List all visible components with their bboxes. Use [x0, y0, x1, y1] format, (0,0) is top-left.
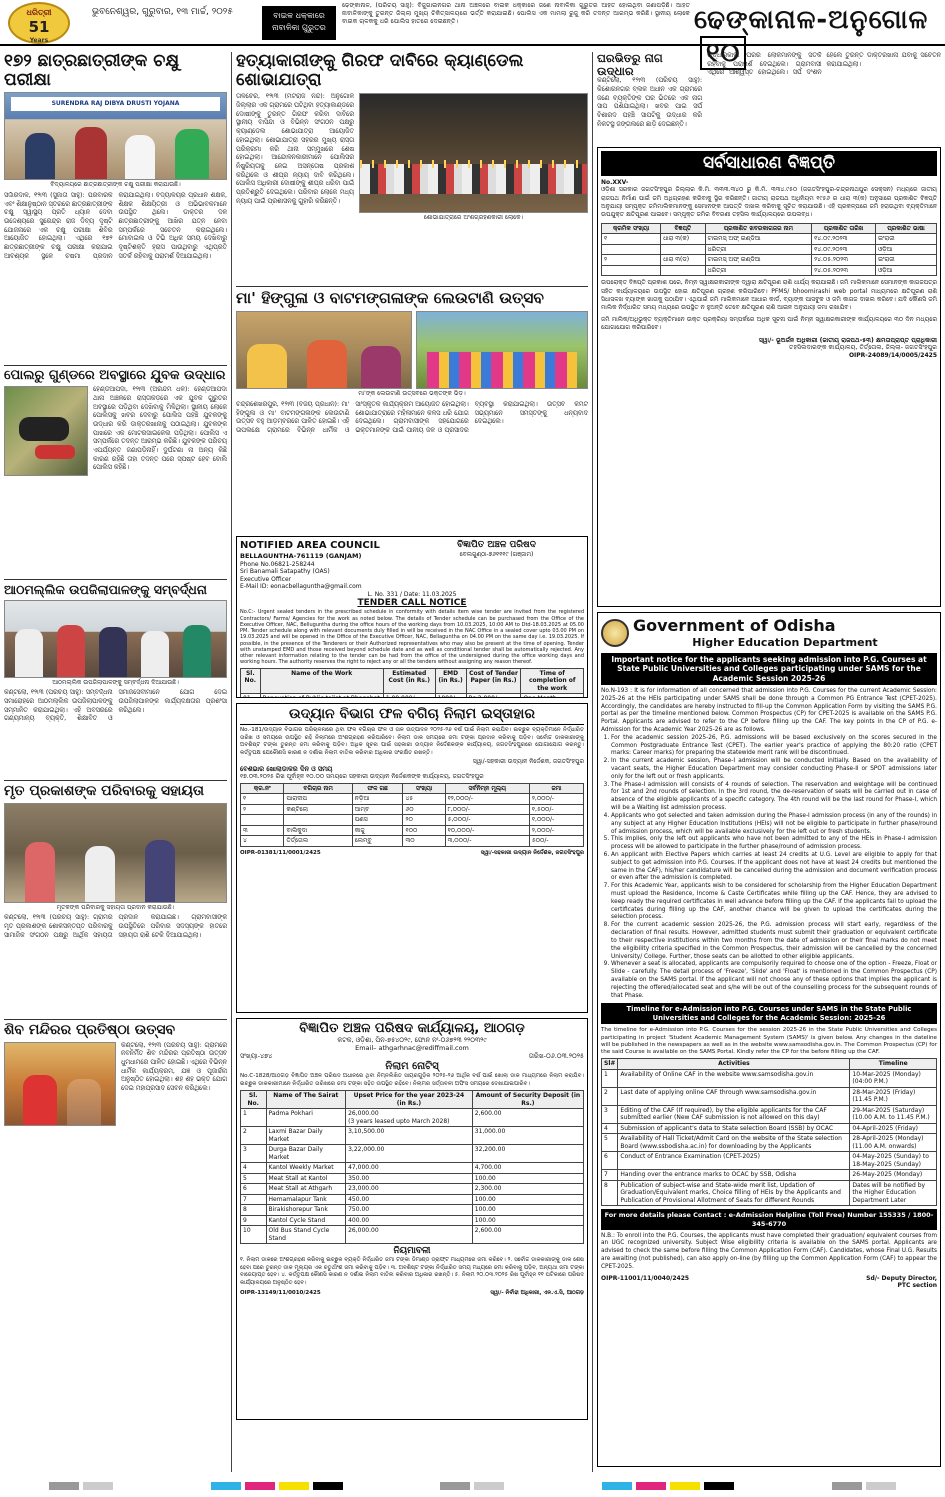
sairat-cell: 450.00: [346, 1194, 473, 1205]
horticulture-cell: ବାଲିକୁଦା: [284, 825, 352, 836]
land-cell: ଓଡ଼ିଆ: [875, 244, 936, 255]
tender-col-5: Time of completion of the work: [521, 668, 584, 694]
timeline-cell: Dates will be notified by the Higher Education Department Later: [850, 1180, 937, 1206]
table-row: [602, 234, 937, 245]
land-cell: ଧରିତ୍ରୀ: [705, 244, 812, 255]
horticulture-sign-1: ସ୍ୱା/-ସହକାରୀ ଉଦ୍ୟାନ ନିର୍ଦ୍ଦେଶକ, ଜଗତସିଂହପୁର: [472, 757, 584, 765]
sairat-cell: 31,000.00: [472, 1127, 583, 1145]
horticulture-table: [240, 783, 584, 847]
top-teaser: ବାଇକ ଧକ୍କାରେ ନାବାଳିକା ଗୁରୁତର: [262, 6, 336, 40]
timeline-col-0: Sl#: [602, 1059, 618, 1070]
table-row: [602, 1170, 937, 1181]
timeline-table: [601, 1058, 937, 1206]
snake-rescue-story-1: କଣ୍ଟିଲୋ, ୧୨ା୩ (ପରିଚୟ ସାହୁ): କିଶୋରନଗର ବ୍ଲକ ଅଧୀନ ଏକ ଗ୍ରାମରେ ଜଣେ ବ୍ୟକ୍ତିଙ୍କ ଘର ଭିତରେ ଏକ ନାଗ ସାପ ପଶିଯାଇଥିଲା। ଖବର ପାଇ ସର୍ପ ବିଶାରଦ ପହଞ୍ଚି ସାପଟିକୁ ଉଦ୍ଧାର କରି ନିକଟସ୍ଥ ଜଙ୍ଗଲରେ ଛାଡ଼ି ଦେଇଛନ୍ତି।: [597, 77, 703, 128]
top-news-brief: ଢେଙ୍କାନାଳ, (ପରିଚୟ ସାହୁ): ବିଜୁଗାଇନଗର ଥାନା ଅଞ୍ଚଳରେ ବାଇକ ଧକ୍କାରେ ଜଣେ ନାବାଳିକା ଗୁରୁତର ଆହତ ହୋଇଥିବା ଜଣାପଡ଼ିଛି। ଆହତ ନାବାଳିକାଙ୍କୁ ତୁରନ୍ତ ଜିଲ୍ଲା ମୁଖ୍ୟ ଚିକିତ୍ସାଳୟରେ ଭର୍ତ୍ତି କରାଯାଇଛି। ପୋଲିସ ଏକ ମାମଲା ରୁଜୁ କରି ତଦନ୍ତ ଆରମ୍ଭ କରିଛି। ସ୍ଥାନୀୟ ଲୋକେ ବାଇକ ଚାଳକକୁ ଧରି ପୋଲିସ ହାତରେ ଦେଇଛନ୍ତି।: [342, 2, 690, 26]
middle-column: [236, 52, 588, 1472]
table-row: [241, 836, 584, 847]
nac-odia-title: ବିଜ୍ଞାପିତ ଅଞ୍ଚଳ ପରିଷଦ: [457, 539, 536, 550]
page-number: ୧୦: [700, 36, 746, 70]
horticulture-cell: ତିର୍ତ୍ତୋଲ: [284, 836, 352, 847]
tender-call-title: TENDER CALL NOTICE: [357, 598, 467, 609]
tender-cell: [466, 694, 521, 698]
timeline-cell: Handing over the entrance marks to OCAC by SSB, Odisha: [618, 1170, 850, 1181]
horticulture-cell: ୬୦: [403, 804, 445, 815]
festival-photo-1: [236, 311, 412, 389]
admission-point: 2. In the current academic session, Phase-I admission will be conducted initially. Based on the availability of vacant seats, the Higher Education Department may consider conducting Phase-II or SPOT admissions later only for the left out or fresh applicants.: [611, 758, 937, 781]
horticulture-cell: [241, 815, 284, 826]
higher-education-notice: [597, 612, 941, 1467]
left-column: [4, 52, 232, 1472]
timeline-cell: Availability of Online CAF in the website www.samsodisha.gov.in: [618, 1069, 850, 1087]
horticulture-auction-notice: [236, 703, 588, 1013]
timeline-cell: 1: [602, 1069, 618, 1087]
headline-candle-march: ହତ୍ୟାକାରୀଙ୍କୁ ଗିରଫ ଦାବିରେ କ୍ୟାଣ୍ଡେଲ ଶୋଭାଯାତ୍ରା: [236, 52, 524, 90]
timeline-cell: 3: [602, 1105, 618, 1123]
horticulture-cell: ୪: [241, 836, 284, 847]
land-notice-no: No.XXV-: [601, 178, 629, 186]
sairat-col-3: Amount of Security Deposit (in Rs.): [472, 1091, 583, 1109]
admission-points: [601, 735, 937, 1001]
tender-col-3: EMD (in Rs.): [435, 668, 466, 694]
timeline-cell: 28-Mar-2025 (Friday) (11.45 P.M.): [850, 1087, 937, 1105]
headline-family-aid: ମୃତ ପ୍ରକାଶଙ୍କ ପରିବାରକୁ ସହାୟତା: [4, 783, 204, 800]
nac-place: BELLAGUNTHA-761119 (GANJAM): [240, 552, 362, 561]
land-cell: ଧାରା ୩(କ): [661, 234, 705, 245]
tender-col-1: Name of the Work: [260, 668, 383, 694]
sairat-cell: 750.00: [346, 1205, 473, 1216]
athgarh-body: No.C-1828/ଆଠଗଡ଼ ବିଜ୍ଞାପିତ ଅଞ୍ଚଳ ପରିଷଦ ଅଧୀନରେ ଥିବା ନିମ୍ନଲିଖିତ ସାୟରଗୁଡ଼ିକ ୨୦୨୫-୨୬ ଆର୍ଥିକ ବର୍ଷ ପାଇଁ ଖୋଲା ଡାକ ମାଧ୍ୟମରେ ନିଲାମ କରାଯିବ। ଇଚ୍ଛୁକ ଡାକକାରୀମାନେ ନିର୍ଦ୍ଧାରିତ ତାରିଖରେ ଜମା ଟଙ୍କା ସହିତ ଉପସ୍ଥିତ ରହିବେ। ନିଲାମର ସର୍ତ୍ତାବଳୀ ଅଫିସ ସମୟରେ ଦେଖାଯାଇପାରିବ।: [240, 1073, 584, 1087]
sairat-cell: 10: [241, 1226, 267, 1244]
athgarh-number: ସଂଖ୍ୟା-୪୭୪: [240, 1052, 273, 1061]
table-row: [602, 1105, 937, 1123]
headline-youth-rescue: ପୋଲରୁ ଗୁଣ୍ଡରେ ଅବସ୍ଥାରେ ଯୁବକ ଉଦ୍ଧାର: [4, 367, 226, 383]
sairat-cell: 4: [241, 1163, 267, 1174]
headline-felicitation: ଆଠମଲ୍ଲିକ ଉପଜିଲାପାଳଙ୍କୁ ସମ୍ବର୍ଦ୍ଧନା: [4, 582, 207, 598]
nb-note: N.B.: To enroll into the P.G. Courses, the applicants must have completed their graduation/ equivalent courses from an UGC recognized university. Subject Wise eligibility criteria is available on the SAMS portal. Applicants are advised to check the same before filling the Common Application Form (CAF). Candidates, whose Final U.G. Results are awaiting (not published), can also apply on-line (by filling up the Common Application Form (CAF) to appear the CPET-2025.: [601, 1232, 937, 1270]
sairat-cell: 3,10,500.00: [346, 1127, 473, 1145]
sairat-cell: Hemamalapur Tank: [266, 1194, 346, 1205]
sairat-cell: 2: [241, 1127, 267, 1145]
land-col-4: ପ୍ରକାଶିତ ଭାଷା: [875, 223, 936, 234]
admission-point: 7. For this Academic Year, applicants wish to be considered for scholarship from the Higher Education Department must upload the Residence, Income & Caste Certificates while filling up the CAF. Hence, they are advised to keep ready the required certificates in well advance before filling up the CAF. If the applicants fail to upload the certificates during filling up the CAF, another chance will be given to upload the certificates during the selection process.: [611, 883, 937, 922]
sairat-cell: 5: [241, 1173, 267, 1184]
land-cell: ୧୪.୦୯.୨୦୨୩: [812, 244, 876, 255]
gov-odisha-title: Government of Odisha: [633, 616, 836, 635]
tender-cell: [435, 694, 466, 698]
auction-schedule-line: ୧୭.୦୩.୨୦୨୫ ରିଖ ପୂର୍ବାହ୍ନ ୧୦.୦୦ ସମୟରେ ସହକାରୀ ଉଦ୍ୟାନ ନିର୍ଦ୍ଦେଶକଙ୍କ କାର୍ଯ୍ୟାଳୟ, ଜଗତସିଂହପୁର: [240, 773, 484, 781]
tender-cell: [521, 694, 584, 698]
land-notice-table: [601, 223, 937, 277]
horticulture-cell: ୧୨,୦୦୦/-: [445, 794, 529, 805]
sairat-cell: 8: [241, 1205, 267, 1216]
nac-title: NOTIFIED AREA COUNCIL: [240, 539, 380, 551]
horticulture-cell: ଆମ୍ବ: [352, 804, 403, 815]
candle-march-caption: ଶୋଭାଯାତ୍ରାରେ ଅଂଶଗ୍ରହଣକାରୀ ଲୋକେ।: [423, 214, 524, 222]
timeline-cell: 5: [602, 1134, 618, 1152]
timeline-cell: 04-April-2025 (Friday): [850, 1123, 937, 1134]
sairat-cell: 9: [241, 1215, 267, 1226]
table-row: [602, 1134, 937, 1152]
timeline-title: Timeline for e-Admission into P.G. Courses under SAMS in the State Public Universities and Colleges for the Academic Session: 2025-26: [601, 1003, 937, 1024]
timeline-cell: 7: [602, 1170, 618, 1181]
athgarh-notice-title: ନିଲାମ ନୋଟିସ୍: [385, 1060, 439, 1072]
tender-cell: [241, 694, 261, 698]
sairat-cell: 100.00: [472, 1205, 583, 1216]
sairat-cell: Meat Stall at Athgarh: [266, 1184, 346, 1195]
land-cell: ଇଂରାଜୀ: [875, 255, 936, 266]
horticulture-cell: ୨,୦୦୦/-: [529, 825, 583, 836]
table-row: [241, 1205, 584, 1216]
photo-banner: SURENDRA RAJ DIBYA DRUSTI YOJANA: [11, 97, 220, 111]
timeline-cell: 10-Mar-2025 (Monday) (04:00 P.M.): [850, 1069, 937, 1087]
land-cell: [602, 265, 661, 276]
sairat-cell: 23,000.00: [346, 1184, 473, 1195]
tender-col-0: Sl. No.: [241, 668, 261, 694]
family-aid-photo: [4, 803, 227, 903]
horticulture-cell: [284, 815, 352, 826]
nac-email: E-Mail ID: eonacbellaguntha@gmail.com: [240, 583, 362, 591]
sairat-cell: 400.00: [346, 1215, 473, 1226]
land-cell: ଟାଇମସ୍ ଅଫ୍ ଇଣ୍ଡିଆ: [705, 234, 812, 245]
tender-notice-bellaguntha: [236, 536, 588, 698]
temple-photo: [4, 1042, 116, 1126]
eye-test-caption: ବିଦ୍ୟାଳୟରେ ଛାତ୍ରଛାତ୍ରୀଙ୍କ ଚକ୍ଷୁ ପରୀକ୍ଷା କରାଯାଉଛି।: [50, 181, 181, 189]
tender-col-2: Estimated Cost (in Rs.): [383, 668, 435, 694]
sairat-cell: 7: [241, 1194, 267, 1205]
logo-years: 51: [28, 18, 50, 36]
headline-festival: ମା' ହିଙ୍ଗୁଳା ଓ ବାଟମଙ୍ଗଳାଙ୍କ ଲେଉଟାଣି ଉତ୍ସବ: [236, 289, 544, 308]
tender-cell: [383, 694, 435, 698]
tender-body: No.C:- Urgent sealed tenders in the prescribed schedule in conformity with details item wise tender are invited from the registered Contractors/ Farms/ Agencies for the work as noted below. The details of Tender schedule can be purchased from the Office of the Executive Officer, NAC, Belluguntha during the office hours of the working days from 10.03.2025, 10:00 AM to Dtd-18.03.2025 at 05.00 PM. Tender schedule along with relevant documents duly filled in will be received in the NAC Office in a sealed cover upto 03.00 PM on 19.03.2025 and will be opened in the Office of the Executive Officer, NAC, Bellaguntha on 04.00 PM on the same day i.e. 19.03.2025. If possible, in the presence of the Tenderers or their Authorized representatives who may also be present at the time of opening. Tender with unstamped EMD and those received beyond schedule date and as well as conditional tender shall be automatically rejected. Any other relevant information relating to the tender can be had from the office of the undersigned during the office working days and working hours. The authority reserves the right to reject any or all the tenders without assigning any reason thereof.: [240, 609, 584, 666]
tender-cell: [260, 694, 383, 698]
horticulture-col-5: ଜମା: [529, 783, 583, 794]
sairat-cell: 2,600.00: [472, 1226, 583, 1244]
admission-intro: No.N-193 : It is for information of all concerned that admission into P.G. Courses for the current Academic Session: 2025-26 at the HEIs participating under SAMS shall be done through a Common PG Entrance Test (CPET-2025). Accordingly, the candidates are hereby instructed to fill-up the Common Application Form by visiting the SAMS P.G. portal as per the timeline mentioned below. Common Prospectus (CP) for CPET-2025 is available on the SAMS P.G. Portal. Applicants are advised to refer to the CP before filling up the CAF. The key points in the CP of P.G. e-Admission for the Academic Year 2025-26 are as follows.: [601, 687, 937, 733]
sairat-cell: Kantol Cycle Stand: [266, 1215, 346, 1226]
horticulture-cell: ୩: [241, 825, 284, 836]
timeline-cell: 6: [602, 1152, 618, 1170]
right-column: [592, 52, 941, 1472]
horticulture-cell: ୩,୦୦୦/-: [445, 836, 529, 847]
eye-test-photo: [4, 92, 227, 180]
admission-point: 1. For the academic session 2025-26, P.G. admissions will be based exclusively on the scores secured in the Common Postgraduate Entrance Test (CPET). The earlier year's practice of applying the 80:20 ratio (CPET marks: Career marks) for preparing the statewide merit rank will be discontinued.: [611, 735, 937, 758]
horticulture-col-0: କ୍ର.ନଂ: [241, 783, 284, 794]
horticulture-body: No.-181/ଉଦ୍ୟାନ ବିଭାଗର ପରିଚାଳନାରେ ଥିବା ଫଳ ବଗିଚାର ଫଳ ଓ ତାଳ ଉତ୍ପାଦନ ୨୦୨୫-୨୬ ବର୍ଷ ପାଇଁ ନିଲାମ କରାଯିବ। ଇଚ୍ଛୁକ ବ୍ୟକ୍ତିମାନେ ନିର୍ଦ୍ଧାରିତ ତାରିଖ ଓ ସମୟରେ ଉପସ୍ଥିତ ରହି ନିଲାମରେ ଅଂଶଗ୍ରହଣ କରିପାରିବେ। ନିଲାମ ଡାକ ସମୟରେ ଜମା ଟଙ୍କା ପ୍ରଦାନ କରିବାକୁ ପଡ଼ିବ। ସର୍ବୋଚ୍ଚ ଡାକକାରୀଙ୍କୁ ଅବଶିଷ୍ଟ ଟଙ୍କା ତୁରନ୍ତ ଜମା କରିବାକୁ ପଡ଼ିବ। ଅଧିକ ସୂଚନା ପାଇଁ ସହକାରୀ ଉଦ୍ୟାନ ନିର୍ଦ୍ଦେଶକଙ୍କ କାର୍ଯ୍ୟାଳୟ, ଜଗତସିଂହପୁରରେ ଯୋଗାଯୋଗ କରନ୍ତୁ। କର୍ତ୍ତୃପକ୍ଷ ଯେକୌଣସି କାରଣ ନ ଦର୍ଶାଇ ନିଲାମ ବାତିଲ କରିବାର ଅଧିକାର ସଂରକ୍ଷିତ ରଖନ୍ତି।: [240, 727, 584, 756]
felicitation-photo: [4, 600, 227, 678]
festival-photo-2: [416, 311, 588, 389]
sairat-cell: Kantol Weekly Market: [266, 1163, 346, 1174]
tender-table: [240, 668, 584, 698]
land-col-2: ପ୍ରକାଶିତ ଖବରକାଗଜର ନାମ: [705, 223, 812, 234]
eye-test-story: ସର୍ଦ୍ଦାରଦାଳ, ୧୨ା୩ (ସୁଜାତା ସାହୁ): ପରିବାରିକ ଏବଂ ଶିକ୍ଷାନୁଷ୍ଠାନ ସ୍ତରରେ ଛାତ୍ରଛାତ୍ରୀଙ୍କ ଚକ୍ଷୁ ସ୍ୱାସ୍ଥ୍ୟ ପ୍ରତି ଧ୍ୟାନ ଦେବା ଉଦ୍ଦେଶ୍ୟରେ ସୁରେନ୍ଦ୍ର ରାଜ ଦିବ୍ୟ ଦୃଷ୍ଟି ଯୋଜନାରେ ଏକ ଚକ୍ଷୁ ପରୀକ୍ଷା ଶିବିର ଆୟୋଜିତ ହୋଇଥିଲା। ଏଥିରେ ୧୭୨ ଛାତ୍ରଛାତ୍ରୀଙ୍କ ଚକ୍ଷୁ ପରୀକ୍ଷା କରାଯାଇ ଆବଶ୍ୟକ ସ୍ଥଳେ ଚଷମା ପ୍ରଦାନ କରାଯାଇଥିଲା। ବିଦ୍ୟାଳୟର ପ୍ରଧାନ ଶିକ୍ଷକ, ଶିକ୍ଷକ ଶିକ୍ଷୟିତ୍ରୀ ଓ ଅଭିଭାବକମାନେ ଉପସ୍ଥିତ ଥିଲେ। ଡାକ୍ତର ଦଳ ଛାତ୍ରଛାତ୍ରୀଙ୍କୁ ଆଖିର ଯତ୍ନ ନେବା ସମ୍ପର୍କରେ ସଚେତନ କରାଇଥିଲେ। ମୋବାଇଲ ଓ ଟିଭି ଅଧିକ ସମୟ ଦେଖିବାରୁ ଦୃଷ୍ଟିଶକ୍ତି ହ୍ରାସ ପାଉଥିବାରୁ ଏଥିପ୍ରତି ସତର୍କ ରହିବାକୁ ପରାମର୍ଶ ଦିଆଯାଇଥିଲା।: [4, 191, 227, 260]
horticulture-cell: ପଣସ: [352, 815, 403, 826]
sairat-cell: 3: [241, 1145, 267, 1163]
horticulture-sign-2: ସ୍ୱା/-ସହକାରୀ ଉଦ୍ୟାନ ନିର୍ଦ୍ଦେଶକ, ଜଗତସିଂହପୁର: [480, 849, 584, 856]
athgarh-signature: ସ୍ୱା/- ନିର୍ବାହୀ ଅଧିକାରୀ, ଏନ.ଏ.ସି, ଆଠଗଡ଼: [490, 1290, 584, 1297]
horticulture-cell: ୧: [241, 794, 284, 805]
timeline-cell: Submission of applicant's data to State selection Board (SSB) by OCAC: [618, 1123, 850, 1134]
table-row: [602, 1069, 937, 1087]
sairat-cell: Durga Bazar Daily Market: [266, 1145, 346, 1163]
snake-rescue-story-2: ଉଦ୍ଧାରକାରୀ ଘରର ଲୋକମାନଙ୍କୁ ସତର୍କ ରହିବାକୁ ପରାମର୍ଶ ଦେଇଥିଲେ। ଗ୍ରାମବାସୀ ଏଥିରେ ଆଶ୍ୱସ୍ତ ହୋଇଥିଲେ। ସର୍ପ ଦଂଶନ ହେଲେ ତୁରନ୍ତ ଡାକ୍ତରଖାନା ଯିବାକୁ ସଚେତନ କରାଯାଇଥିଲା।: [707, 52, 941, 77]
horticulture-ref: OIPR-01381/11/0001/2425: [240, 849, 321, 856]
table-row: [241, 1184, 584, 1195]
timeline-cell: Publication of subject-wise and State-wide merit list, Updation of Graduation/Equivalent marks, Choice filling of HEIs by the Applicants and Publication of Provisional Allotment of Seats for different Rounds: [618, 1180, 850, 1206]
horticulture-cell: ୪୫: [403, 794, 445, 805]
land-notice-body-3: ଜମି ମାଲିକ/ଅଧିଭୁକ୍ତ ବ୍ୟକ୍ତିମାନେ ଉକ୍ତ ପ୍ରକ୍ରିୟା ସମ୍ପର୍କରେ ଅଧିକ ସୂଚନା ପାଇଁ ନିମ୍ନ ସ୍ୱାକ୍ଷରକାରୀଙ୍କ କାର୍ଯ୍ୟାଳୟରେ ୩୦ ଦିନ ମଧ୍ୟରେ ଯୋଗାଯୋଗ କରିପାରିବେ।: [601, 315, 937, 332]
sairat-cell: 47,000.00: [346, 1163, 473, 1174]
athgarh-address: କଟକ, ଓଡ଼ିଶା, ପିନ-୭୫୪୦୨୯, ଫୋନ ନଂ-୦୬୭୨୩ ୨୨୦୩୨୯: [337, 1036, 487, 1045]
hed-sign-2: PTC section: [897, 1282, 937, 1290]
horticulture-title: ଉଦ୍ୟାନ ବିଭାଗ ଫଳ ବଗିଚା ନିଲାମ ଇସ୍ତାହାର: [240, 707, 584, 725]
land-col-3: ପ୍ରକାଶିତ ତାରିଖ: [812, 223, 876, 234]
table-row: [241, 804, 584, 815]
land-cell: [661, 265, 705, 276]
accident-photo: [4, 386, 88, 476]
land-cell: ୧: [602, 234, 661, 245]
nac-letter-no: L. No. 331 / Date: 11.03.2025: [367, 590, 457, 598]
festival-caption: ମା'ଙ୍କ ଲେଉଟାଣି ଉତ୍ସବରେ ଭକ୍ତଙ୍କ ଭିଡ଼।: [358, 390, 466, 398]
sairat-cell: Padma Pokhari: [266, 1109, 346, 1127]
headline-eye-test: ୧୭୨ ଛାତ୍ରଛାତ୍ରୀଙ୍କ ଚକ୍ଷୁ ପରୀକ୍ଷା: [4, 52, 180, 90]
timeline-cell: Editing of the CAF (If required), by the eligible applicants for the CAF submitted earlier (New CAF submission is not allowed on this day): [618, 1105, 850, 1123]
land-cell: ୨୪.୦୫.୨୦୨୩: [812, 255, 876, 266]
land-cell: ଟାଇମସ୍ ଅଫ୍ ଇଣ୍ଡିଆ: [705, 255, 812, 266]
horticulture-cell: କାଜୁ: [352, 825, 403, 836]
timeline-cell: Last date of applying online CAF through www.samsodisha.gov.in: [618, 1087, 850, 1105]
nac-officer-role: Executive Officer: [240, 575, 292, 583]
table-row: [241, 1194, 584, 1205]
admission-point: 6. An applicant with Elective Papers which carries at least 24 credits at U.G. Level are eligible to apply for that subject to get admission into P.G. Courses. If the applicant does not have at least 24 credits but mentioned the same in the CAF), his/her candidature will be cancelled during the admission and document verification process or even after the admission is completed.: [611, 852, 937, 883]
land-col-1: ବିଜ୍ଞପ୍ତି: [661, 223, 705, 234]
admission-banner: Important notice for the applicants seeking admission into P.G. Courses at State Public Universities and Colleges participating under SAMS for the Academic Session 2025-26: [601, 653, 937, 685]
athgarh-rules: ୧. ନିଲାମ ଡାକରେ ଅଂଶଗ୍ରହଣ କରିବାକୁ ଇଚ୍ଛୁକ ବ୍ୟକ୍ତି ନିର୍ଦ୍ଧାରିତ ଜମା ଟଙ୍କା ଡିମାଣ୍ଡ ଡ୍ରାଫ୍ଟ ମାଧ୍ୟମରେ ଜମା କରିବେ। ୨. ସର୍ବୋଚ୍ଚ ଡାକକାରୀଙ୍କୁ ଡାକ ଶେଷ ହେବା ପରେ ତୁରନ୍ତ ଡାକ ମୂଲ୍ୟର ଏକ ଚତୁର୍ଥାଂଶ ଜମା କରିବାକୁ ପଡ଼ିବ। ୩. ଅବଶିଷ୍ଟ ଟଙ୍କା ନିର୍ଦ୍ଧାରିତ ସମୟ ମଧ୍ୟରେ ଜମା କରିବାକୁ ପଡ଼ିବ, ଅନ୍ୟଥା ଜମା ଟଙ୍କା ବାଜେୟାପ୍ତ ହେବ। ୪. କର୍ତ୍ତୃପକ୍ଷ କୌଣସି କାରଣ ନ ଦର୍ଶାଇ ନିଲାମ ବାତିଲ କରିବାର ଅଧିକାର ରଖନ୍ତି। ୫. ନିଲାମ ୨୦.୦୩.୨୦୨୫ ରିଖ ପୂର୍ବାହ୍ନ ୧୧ ଘଟିକାରେ ପରିଷଦ କାର୍ଯ୍ୟାଳୟରେ ଅନୁଷ୍ଠିତ ହେବ।: [240, 1257, 584, 1286]
land-notice-body-2: ଉପରୋକ୍ତ ବିଜ୍ଞପ୍ତି ପ୍ରକାଶ ପରେ, ନିମ୍ନ ସ୍ୱାକ୍ଷରକାରୀଙ୍କ ଦ୍ୱାରା କ୍ଷତିପୂରଣ ରାଶି ଧାର୍ଯ୍ୟ କରାଯାଇଛି। ଜମି ମାଲିକମାନେ ସେମାନଙ୍କ କାଗଜପତ୍ର ସହିତ କାର୍ଯ୍ୟାଳୟରେ ଉପସ୍ଥିତ ହୋଇ କ୍ଷତିପୂରଣ ଗ୍ରହଣ କରିପାରିବେ। PFMS/ bhoomirashi web portal ମାଧ୍ୟମରେ କ୍ଷତିପୂରଣ ରାଶି ସିଧାସଳଖ ବ୍ୟାଙ୍କ ଖାତାକୁ ପଠାଯିବ। ଏଥିପାଇଁ ଜମି ମାଲିକମାନେ ଆଧାର କାର୍ଡ, ବ୍ୟାଙ୍କ ପାସବୁକ ଓ ଜମି କାଗଜ ଦାଖଲ କରିବେ। ଯଦି କୌଣସି ଜମି ମାଲିକ ନିର୍ଦ୍ଧାରିତ ସମୟ ମଧ୍ୟରେ ଉପସ୍ଥିତ ନ ହୁଅନ୍ତି ତେବେ କ୍ଷତିପୂରଣ ରାଶି ଆଇନ ଅନୁଯାୟୀ ଜମା ରଖାଯିବ।: [601, 279, 937, 312]
athgarh-rules-title: ନିୟମାବଳୀ: [393, 1246, 431, 1257]
horticulture-cell: ୨: [241, 804, 284, 815]
felicitation-caption: ଆଠମଲ୍ଲିକ ଉପଜିଲାପାଳଙ୍କୁ ସମ୍ବର୍ଦ୍ଧନା ଦିଆଯାଉଛି।: [52, 678, 179, 686]
sairat-cell: 2,600.00: [472, 1109, 583, 1127]
sairat-cell: 26,000.00: [346, 1226, 473, 1244]
sairat-col-1: Name of The Sairat: [266, 1091, 346, 1109]
timeline-cell: 4: [602, 1123, 618, 1134]
hed-sign-1: Sd/- Deputy Director,: [866, 1274, 937, 1282]
timeline-col-1: Activities: [618, 1059, 850, 1070]
department-name: Higher Education Department: [692, 636, 878, 649]
table-row: [602, 265, 937, 276]
sairat-col-0: Sl. No.: [241, 1091, 267, 1109]
land-cell: ଓଡ଼ିଆ: [875, 265, 936, 276]
timeline-cell: 04-May-2025 (Sunday) to 18-May-2025 (Sunday): [850, 1152, 937, 1170]
sairat-cell: Birakishorepur Tank: [266, 1205, 346, 1216]
timeline-cell: 26-May-2025 (Monday): [850, 1170, 937, 1181]
festival-story: ଚନ୍ଦ୍ରଶେଖରପୁର, ୧୨ା୩ (ବିଜୟ ପ୍ରଧାନ): ମା' ହିଙ୍ଗୁଳା ଓ ମା' ବାଟମଙ୍ଗଳାଙ୍କ ଲେଉଟାଣି ଉତ୍ସବ ବହୁ ଆଡ଼ମ୍ବରରେ ପାଳିତ ହୋଇଛି। ଏହି ଉପଲକ୍ଷେ ଗ୍ରାମରେ ବିଭିନ୍ନ ଧାର୍ମିକ ଓ ସାଂସ୍କୃତିକ କାର୍ଯ୍ୟକ୍ରମ ଆୟୋଜିତ ହୋଇଥିଲା। ଶୋଭାଯାତ୍ରାରେ ମହିଳାମାନେ କଳସ ଧରି ଯୋଗ ଦେଇଥିଲେ। ଗ୍ରାମବାସୀଙ୍କ ସହଯୋଗରେ ଭକ୍ତମାନଙ୍କ ପାଇଁ ପାନୀୟ ଜଳ ଓ ପ୍ରସାଦର ବ୍ୟବସ୍ଥା କରାଯାଇଥିଲା। ଉତ୍ସବ କମିଟି ସଭ୍ୟମାନେ ସମସ୍ତଙ୍କୁ ଧନ୍ୟବାଦ ଦେଇଥିଲେ।: [236, 400, 588, 434]
table-row: [241, 825, 584, 836]
horticulture-cell: ୮,୦୦୦/-: [445, 804, 529, 815]
horticulture-col-2: ଫଳ ଗଛ: [352, 783, 403, 794]
temple-story: କଣ୍ଟିଲୋ, ୧୨ା୩ (ପରିଚୟ ସାହୁ): ଗ୍ରାମରେ ନବନିର୍ମିତ ଶିବ ମନ୍ଦିରର ପ୍ରତିଷ୍ଠା ଉତ୍ସବ ଧୁମଧାମରେ ପାଳିତ ହୋଇଛି। ଏଥିରେ ବିଭିନ୍ନ ଧାର୍ମିକ କାର୍ଯ୍ୟକ୍ରମ, ଯଜ୍ଞ ଓ ପୂଜାର୍ଚ୍ଚନା ଅନୁଷ୍ଠିତ ହୋଇଥିଲା। ଶହ ଶହ ଭକ୍ତ ଯୋଗ ଦେଇ ମହାପ୍ରସାଦ ସେବନ କରିଥିଲେ।: [121, 1041, 227, 1093]
hed-ref: OIPR-11001/11/0040/2425: [601, 1274, 690, 1282]
sairat-cell: 6: [241, 1184, 267, 1195]
land-notice-signature: ସ୍ୱା/- ଭୂଅର୍ଜନ ଅଧିକାରୀ (ଜାତୀୟ ରାଜପଥ-୫୩) କ୍ଷମତାପ୍ରାପ୍ତ ପ୍ରାଧିକାରୀ: [758, 336, 937, 344]
admission-point: 3. The Phase-I admission will consists of 4 rounds of selection. The reservation and weightage will be continued for 1st and 2nd rounds of selection. In the 3rd round, the de-reservation of seats will be carried out in case of absence of the eligible applicants of a specific category. The 4th round will be the last round for Phase-I, which will be a Waiting list admission process.: [611, 782, 937, 813]
land-notice-office: ତହସିଲଦାରଙ୍କ କାର୍ଯ୍ୟାଳୟ, ତିର୍ତ୍ତୋଲ, ଜିଲ୍ଲା- ଜଗତସିଂହପୁର: [789, 344, 937, 352]
tender-col-4: Cost of Tender Paper (in Rs.): [466, 668, 521, 694]
land-notice-ref: OIPR-24089/14/0005/2425: [848, 352, 937, 360]
horticulture-cell: ୧,୫୦୦/-: [529, 804, 583, 815]
table-row: [602, 244, 937, 255]
table-row: [241, 1109, 584, 1127]
horticulture-col-4: ସର୍ବନିମ୍ନ ମୂଲ୍ୟ: [445, 783, 529, 794]
nac-officer: Sri Banamali Satapathy (OAS): [240, 568, 330, 576]
sairat-cell: 350.00: [346, 1173, 473, 1184]
table-row: [241, 815, 584, 826]
edition-name: ଢେଙ୍କାନାଳ-ଅନୁଗୋଳ: [694, 5, 929, 35]
horticulture-cell: ୩୦: [403, 836, 445, 847]
timeline-col-2: Timeline: [850, 1059, 937, 1070]
timeline-cell: 28-April-2025 (Monday) (11.00 A.M. onwards): [850, 1134, 937, 1152]
sairat-cell: 32,200.00: [472, 1145, 583, 1163]
timeline-intro: The timeline for e-Admission into P.G. Courses for the session 2025-26 in the State Public Universities and Colleges participating in project 'Student Academic Management System (SAMS)' is given below. Any changes in the dateline will be published in the newspapers as well as in the website www.samsodisha.gov.in. The Common Prospectus (CP) for the said Course is available on the SAMS Portal. Kindly refer the CP for the before filling up the CAF.: [601, 1027, 937, 1056]
paper-logo: [8, 2, 70, 44]
land-cell: ୧୪.୦୯.୨୦୨୩: [812, 234, 876, 245]
land-cell: ଧାରା ୩(ଡ): [661, 255, 705, 266]
sairat-col-2: Upset Price for the year 2023-24 (in Rs.): [346, 1091, 473, 1109]
sairat-cell: 100.00: [472, 1173, 583, 1184]
print-registration-bar: [0, 1478, 945, 1497]
athgarh-email: Email– athgarhnac@rediffmail.com: [355, 1044, 469, 1053]
land-notice-body: ଓଡ଼ିଶା ସରକାର ଜଗତସିଂହପୁର ଜିଲ୍ଲାର କି.ମି. ୩୩୩.୩୪୦ ରୁ କି.ମି. ୩୩୪.୯୫୦ (ଜଗତସିଂହପୁର-ଚନ୍ଦ୍ରନାଥପୁର ସେକ୍ସନ) ମଧ୍ୟରେ ଜାତୀୟ ରାଜପଥ ନିର୍ମାଣ ପାଇଁ ଜମି ଅଧିଗ୍ରହଣ କରିବାକୁ ସ୍ଥିର କରିଛନ୍ତି। ଜାତୀୟ ରାଜପଥ ଅଧିନିୟମ ୧୯୫୬ ର ଧାରା ୩(କ) ଅନୁସାରେ ପ୍ରକାଶିତ ବିଜ୍ଞପ୍ତି ଅନୁଯାୟୀ ସମ୍ପୃକ୍ତ ଜମିମାଲିକମାନଙ୍କୁ ସେମାନଙ୍କ ଆପତ୍ତି ଦାଖଲ କରିବାକୁ ସୂଚିତ କରାଯାଉଛି। ଏହି ପ୍ରକଳ୍ପରେ ଜମି ହରାଉଥିବା ବ୍ୟକ୍ତିମାନେ ଉପଯୁକ୍ତ କ୍ଷତିପୂରଣ ପାଇବେ। ସମ୍ପୃକ୍ତ ଜମିର ବିବରଣୀ ତହସିଲ କାର୍ଯ୍ୟାଳୟରେ ଉପଲବ୍ଧ।: [601, 186, 937, 219]
headline-temple: ଶିବ ମନ୍ଦିରର ପ୍ରତିଷ୍ଠା ଉତ୍ସବ: [4, 1022, 176, 1039]
table-row: [602, 1087, 937, 1105]
horticulture-cell: ଲେମ୍ବୁ: [352, 836, 403, 847]
auction-schedule-title: ବେଶଭାର ଖୋଲାଡାକର ଦିନ ଓ ସମୟ: [240, 765, 333, 773]
athgarh-title: ବିଜ୍ଞାପିତ ଅଞ୍ଚଳ ପରିଷଦ କାର୍ଯ୍ୟାଳୟ, ଆଠଗଡ଼: [299, 1020, 525, 1036]
timeline-cell: 2: [602, 1087, 618, 1105]
sairat-table: [240, 1090, 584, 1244]
admission-point: 5. This implies, only the left out applicants who have not been admitted to any of the HEIs in Phase-I admission process will be allowed to participate in the further phase/round of admission process.: [611, 836, 937, 852]
timeline-cell: 29-Mar-2025 (Saturday) (10.00 A.M. to 11.45 P.M.): [850, 1105, 937, 1123]
table-row: [602, 255, 937, 266]
admission-point: 4. Applicants who got selected and taken admission during the Phase-I admission process (in any of the rounds) in any subject at any Higher Education Institutions (HEIs) will not be eligible to participate in further phase/round of admission process, which will be available exclusively for the left out or fresh students.: [611, 813, 937, 836]
sairat-cell: 1: [241, 1109, 267, 1127]
horticulture-col-1: ବଗିଚାର ନାମ: [284, 783, 352, 794]
table-row: [602, 1180, 937, 1206]
athgarh-ref: OIPR-13149/11/0010/2425: [240, 1290, 321, 1297]
horticulture-cell: ୫,୦୦୦/-: [445, 815, 529, 826]
horticulture-col-3: ସଂଖ୍ୟା: [403, 783, 445, 794]
land-cell: [602, 244, 661, 255]
sairat-cell: Meat Stall at Kantol: [266, 1173, 346, 1184]
timeline-cell: Availability of Hall Ticket/Admit Card on the website of the State selection Board (www.ssbodisha.ac.in) for downloading by the Applicants: [618, 1134, 850, 1152]
sairat-cell: 100.00: [472, 1194, 583, 1205]
nac-odia-place: ବେଲଗୁଣ୍ଠା-୭୬୧୧୧୯ (ଗଞ୍ଜାମ): [459, 551, 534, 559]
land-cell: [661, 244, 705, 255]
sairat-cell: 2,300.00: [472, 1184, 583, 1195]
admission-point: 8. For the current academic session 2025-26, the P.G. admission process will start early, regardless of the declaration of final results. However, admitted students must submit their graduation or equivalent certificate to their respective institutions within two months from the date of admission or their final marks do not meet the eligibility criteria specified in the Common Prospectus, their admission will be cancelled by the concerned University/ College. Further, those seats can be allotted to other eligible applicants.: [611, 922, 937, 961]
sairat-cell: 100.00: [472, 1215, 583, 1226]
table-row: [241, 694, 584, 698]
table-row: [602, 1123, 937, 1134]
horticulture-cell: କଣ୍ଟିଲୋ: [284, 804, 352, 815]
athgarh-auction-notice: [236, 1018, 588, 1420]
family-aid-caption: ମୃତକଙ୍କ ପରିବାରକୁ ସହାୟତା ପ୍ରଦାନ କରାଯାଉଛି।: [56, 903, 175, 911]
logo-sub: Years: [29, 36, 49, 44]
land-cell: ୨୪.୦୫.୨୦୨୩: [812, 265, 876, 276]
horticulture-cell: ପାରାଦୀପ: [284, 794, 352, 805]
horticulture-cell: ୧୦୦: [403, 825, 445, 836]
timeline-cell: Conduct of Entrance Examination (CPET-2025): [618, 1152, 850, 1170]
sairat-cell: 26,000.00 (3 years leased upto March 2028): [346, 1109, 473, 1127]
felicitation-story: କଣ୍ଟିଲୋ, ୧୨ା୩ (ପରିଚୟ ସାହୁ): ସମ୍ବର୍ଦ୍ଧନା ସମାରୋହରେ ଆଠମଲ୍ଲିକ ଉପଜିଲାପାଳଙ୍କୁ ସମ୍ମାନିତ କରାଯାଇଥିଲା। ଏହି ଅବସରରେ ଗଣ୍ୟମାନ୍ୟ ବ୍ୟକ୍ତି, ଶିକ୍ଷାବିତ ଓ ସମାଜସେବୀମାନେ ଯୋଗ ଦେଇ ଉପଜିଲାପାଳଙ୍କ କାର୍ଯ୍ୟଦକ୍ଷତାର ପ୍ରଶଂସା କରିଥିଲେ।: [4, 689, 227, 723]
table-row: [241, 1215, 584, 1226]
sairat-cell: 3,22,000.00: [346, 1145, 473, 1163]
candle-march-photo: [359, 93, 588, 213]
horticulture-cell: ନଡ଼ିଆ: [352, 794, 403, 805]
dateline: ଭୁବନେଶ୍ୱର, ଗୁରୁବାର, ୧୩ ମାର୍ଚ୍ଚ, ୨୦୨୫: [92, 7, 233, 17]
family-aid-story: କଣ୍ଟିଲୋ, ୧୨ା୩ (ପରିଚୟ ସାହୁ): ଗ୍ରାମର ମୃତ ପ୍ରକାଶଙ୍କ ଶୋକସନ୍ତପ୍ତ ପରିବାରକୁ ସାମାଜିକ ସଂଗଠନ ପକ୍ଷରୁ ଆର୍ଥିକ ସହାୟତା ପ୍ରଦାନ କରାଯାଇଛି। ଗ୍ରାମବାସୀଙ୍କ ଉପସ୍ଥିତିରେ ପରିବାର ସଦସ୍ୟଙ୍କ ହାତରେ ସହାୟତା ରାଶି ଟେକି ଦିଆଯାଇଥିଲା।: [4, 914, 227, 939]
timeline-cell: 8: [602, 1180, 618, 1206]
land-col-0: କ୍ରମିକ ସଂଖ୍ୟା: [602, 223, 661, 234]
nac-phone: Phone No.06821-258244: [240, 560, 315, 568]
table-row: [241, 1163, 584, 1174]
horticulture-cell: ୧୦,୦୦୦/-: [445, 825, 529, 836]
sairat-cell: 4,700.00: [472, 1163, 583, 1174]
sairat-cell: Old Bus Stand Cycle Stand: [266, 1226, 346, 1244]
table-row: [241, 1226, 584, 1244]
table-row: [241, 1173, 584, 1184]
public-notice-land: [597, 147, 941, 607]
horticulture-cell: ୨୦: [403, 815, 445, 826]
youth-rescue-story: ହେଣ୍ଡିଆପଦା, ୧୨ା୩ (ଅରିନ୍ଦମ ଧଳ): ହେଣ୍ଡିଆପଦା ଥାନା ଅଞ୍ଚଳରେ ରାସ୍ତାକଡ଼ରେ ଏକ ଯୁବକ ଗୁରୁତର ଅବସ୍ଥାରେ ପଡ଼ିଥିବା ଦେଖିବାକୁ ମିଳିଥିଲା। ସ୍ଥାନୀୟ ଲୋକେ ପୋଲିସକୁ ଖବର ଦେବାରୁ ପୋଲିସ ପହଞ୍ଚି ଯୁବକଙ୍କୁ ଉଦ୍ଧାର କରି ଡାକ୍ତରଖାନାକୁ ପଠାଇଥିଲା। ଯୁବକଙ୍କ ପାଖରେ ଏକ ମୋଟରସାଇକେଲ ପଡ଼ିଥିଲା। ପୋଲିସ ଏ ସମ୍ପର୍କରେ ତଦନ୍ତ ଆରମ୍ଭ କରିଛି। ଯୁବକଙ୍କ ପରିଚୟ ଏପର୍ଯ୍ୟନ୍ତ ଜଣାପଡ଼ିନାହିଁ। ଦୁର୍ଘଟଣା ନା ଅନ୍ୟ କିଛି କାରଣ ରହିଛି ତାହା ତଦନ୍ତ ପରେ ସ୍ପଷ୍ଟ ହେବ ବୋଲି ପୋଲିସ କହିଛି।: [93, 386, 227, 472]
public-notice-title: ସର୍ବସାଧାରଣ ବିଜ୍ଞପ୍ତି: [601, 151, 937, 176]
table-row: [602, 1152, 937, 1170]
helpline: For more details please Contact : e-Admission Helpline (Toll Free) Number 155335 / 1800-345-6770: [601, 1209, 937, 1229]
headline-snake-rescue: ଘରଭିତରୁ ନାଗ ଉଦ୍ଧାର: [597, 52, 663, 78]
horticulture-cell: ୧,୦୦୦/-: [529, 815, 583, 826]
land-cell: ୨: [602, 255, 661, 266]
logo-name: ଧରିତ୍ରୀ: [26, 8, 52, 17]
horticulture-cell: ୨,୦୦୦/-: [529, 794, 583, 805]
admission-point: 9. Whenever a seat is allocated, applicants are compulsorily required to choose one of the option - Freeze, Float or Slide - carefully. The detail process of 'Freeze', 'Slide' and 'Float' is mentioned in the Common Prospectus (CP) available on the SAMS portal. If the applicant will not choose any of these options that implies the applicant is rejecting the offered/allocated seat and s/he will be out of the counselling process for the subsequent rounds of that Phase.: [611, 961, 937, 1000]
odisha-emblem: [601, 619, 629, 647]
athgarh-date: ତାରିଖ-୦୬.୦୩.୨୦୨୫: [528, 1052, 584, 1061]
table-row: [241, 1145, 584, 1163]
sairat-cell: Laxmi Bazar Daily Market: [266, 1127, 346, 1145]
land-cell: ଧରିତ୍ରୀ: [705, 265, 812, 276]
table-row: [241, 794, 584, 805]
land-cell: ଇଂରାଜୀ: [875, 234, 936, 245]
candle-march-story: ତାଳଚେର, ୧୨ା୩ (ମଟରାଜ ନନ୍ଦ): ଅନୁଗୋଳ ଜିଲ୍ଲାର ଏକ ଗ୍ରାମରେ ଘଟିଥିବା ହତ୍ୟାକାଣ୍ଡରେ ଦୋଷୀଙ୍କୁ ତୁରନ୍ତ ଗିରଫ କରିବା ଦାବିରେ ସ୍ଥାନୀୟ ବାସିନ୍ଦା ଓ ବିଭିନ୍ନ ସଂଗଠନ ପକ୍ଷରୁ କ୍ୟାଣ୍ଡେଲ ଶୋଭାଯାତ୍ରା ଆୟୋଜିତ ହୋଇଥିଲା। ଶୋଭାଯାତ୍ରା ସହରର ମୁଖ୍ୟ ରାସ୍ତା ପରିକ୍ରମା କରି ଥାନା ସମ୍ମୁଖରେ ଶେଷ ହୋଇଥିଲା। ଆନ୍ଦୋଳନକାରୀମାନେ ପୋଲିସର ନିଷ୍କ୍ରିୟତାକୁ ନେଇ ଅସନ୍ତୋଷ ପ୍ରକାଶ କରିଥିଲେ ଓ ଶୀଘ୍ର ନ୍ୟାୟ ଦାବି କରିଥିଲେ। ପୋଲିସ ଅଧିକାରୀ ଦୋଷୀଙ୍କୁ ଶୀଘ୍ର ଧରିବା ପାଇଁ ପ୍ରତିଶ୍ରୁତି ଦେଇଥିଲେ। ପରିବାର ଲୋକେ ମଧ୍ୟ ନ୍ୟାୟ ପାଇଁ ପ୍ରଶାସନକୁ ଗୁହାରି କରିଛନ୍ତି।: [236, 93, 354, 205]
horticulture-cell: ୫୦୦/-: [529, 836, 583, 847]
table-row: [241, 1127, 584, 1145]
